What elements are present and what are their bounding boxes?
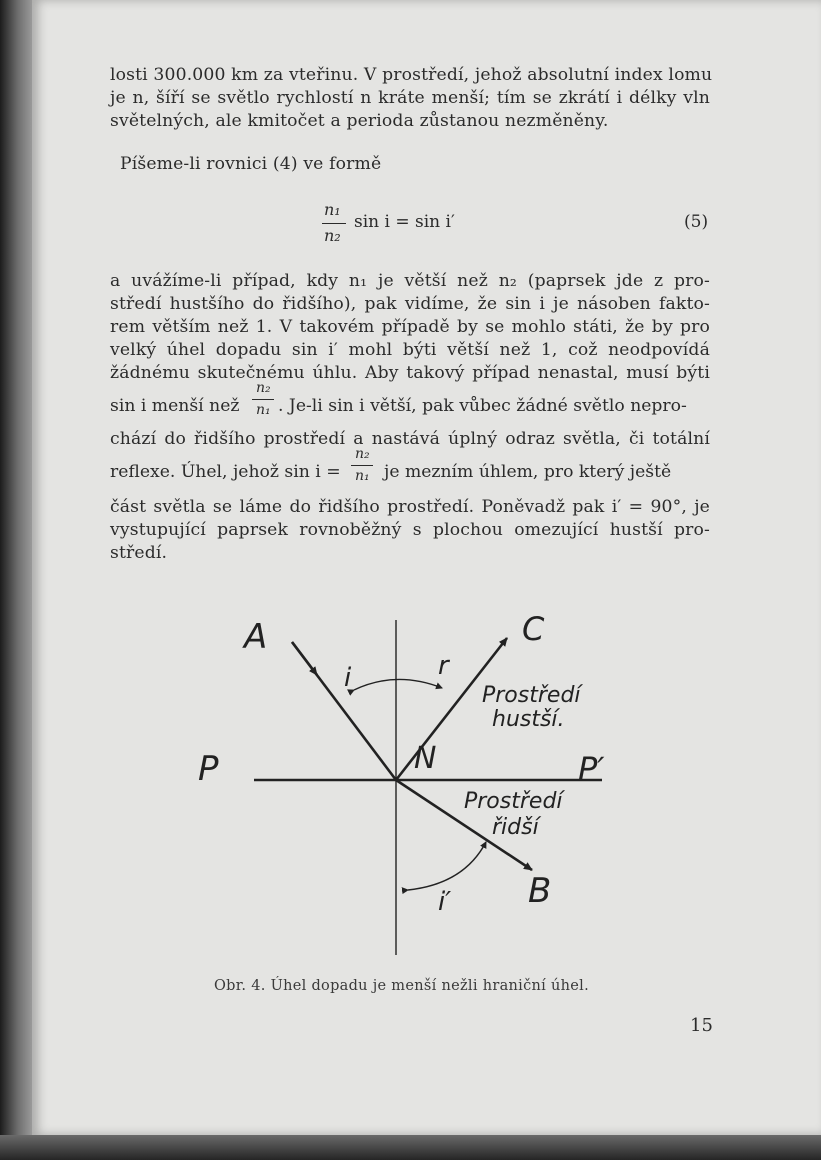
equation-numerator: n₁ (324, 200, 341, 219)
text-line: vystupující paprsek rovnoběžný s plochou omezující hustší pro- (110, 520, 710, 540)
refraction-diagram (32, 0, 821, 980)
inline-fraction-denominator: n₁ (355, 468, 370, 484)
text-line: žádnému skutečnému úhlu. Aby takový případ nenastal, musí býti (110, 363, 710, 383)
label-B: B (528, 871, 552, 911)
text-line: část světla se láme do řidšího prostředí. Poněvadž pak i′ = 90°, je (110, 497, 710, 517)
text-segment: je mezním úhlem, pro který ještě (384, 462, 672, 482)
text-line: světelných, ale kmitočet a perioda zůstanou nezměněny. (110, 111, 609, 131)
text-line: Píšeme-li rovnici (4) ve formě (120, 154, 382, 174)
text-segment: sin i menší než (110, 396, 240, 416)
angle-arc-refraction (408, 842, 486, 890)
inline-fraction-denominator: n₁ (256, 402, 271, 418)
label-denser-medium-2: hustší. (492, 707, 565, 732)
text-line: chází do řidšího prostředí a nastává úplný odraz světla, či totální (110, 429, 710, 449)
angle-arc-incidence (354, 679, 442, 690)
inline-fraction-numerator: n₂ (256, 380, 271, 396)
page-number: 15 (690, 1015, 713, 1036)
reflected-ray (396, 638, 507, 780)
book-page (32, 0, 821, 1135)
book-gutter (0, 0, 32, 1160)
equation-denominator: n₂ (324, 226, 341, 245)
text-line: je n, šíří se světlo rychlostí n kráte menší; tím se zkrátí i délky vln (110, 88, 710, 108)
text-segment: . Je-li sin i větší, pak vůbec žádné světlo nepro- (278, 396, 687, 416)
equation-body: sin i = sin i′ (354, 212, 455, 232)
label-rarer-medium-1: Prostředí (464, 789, 563, 814)
label-denser-medium-1: Prostředí (482, 683, 581, 708)
label-P-prime: P′ (578, 750, 605, 788)
label-C: C (522, 610, 545, 648)
text-line: rem větším než 1. V takovém případě by se mohlo státi, že by pro (110, 317, 710, 337)
figure-caption: Obr. 4. Úhel dopadu je menší nežli hraniční úhel. (214, 978, 590, 994)
label-N: N (414, 741, 437, 776)
label-r: r (438, 651, 449, 681)
text-line: středí hustšího do řidšího), pak vidíme, že sin i je násoben fakto- (110, 294, 710, 314)
text-segment: reflexe. Úhel, jehož sin i = (110, 462, 341, 482)
text-line: a uvážíme-li případ, kdy n₁ je větší než n₂ (paprsek jde z pro- (110, 271, 710, 291)
text-line: velký úhel dopadu sin i′ mohl býti větší než 1, což neodpovídá (110, 340, 710, 360)
inline-fraction-numerator: n₂ (355, 446, 370, 462)
equation-number: (5) (684, 212, 709, 232)
incident-ray-arrow (292, 642, 317, 675)
label-rarer-medium-2: řidší (492, 815, 539, 840)
text-line: středí. (110, 543, 168, 563)
page-bottom-edge (0, 1135, 821, 1160)
label-P: P (198, 749, 219, 789)
label-i-prime: i′ (438, 887, 452, 917)
text-line: losti 300.000 km za vteřinu. V prostředí, jehož absolutní index lomu (110, 65, 713, 85)
label-A: A (244, 617, 268, 657)
label-i: i (344, 663, 352, 693)
